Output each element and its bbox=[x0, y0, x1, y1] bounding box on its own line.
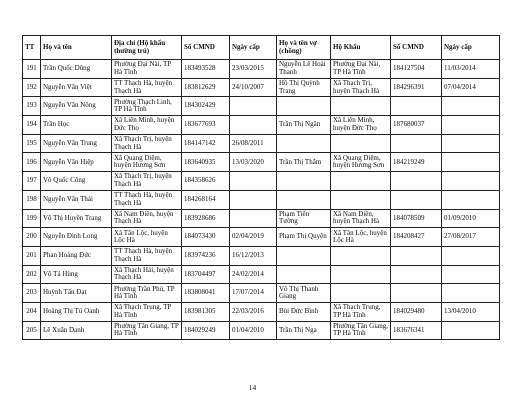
id-number-cell: 183808041 bbox=[182, 284, 230, 303]
id-number-cell: 183640935 bbox=[182, 153, 230, 172]
address-cell: TT Thạch Hà, huyện Thạch Hà bbox=[112, 246, 182, 265]
address-cell: TT Thạch Hà, huyện Thạch Hà bbox=[112, 78, 182, 97]
row-number-cell: 194 bbox=[23, 116, 41, 135]
table-row bbox=[23, 265, 500, 284]
person-name-cell: Nguyễn Văn Thái bbox=[41, 190, 112, 209]
spouse-address-cell bbox=[331, 190, 391, 209]
id-number-cell: 184358626 bbox=[182, 172, 230, 191]
row-number-cell: 200 bbox=[23, 228, 41, 247]
spouse-name-cell: Hồ Thị Quỳnh Trang bbox=[277, 78, 331, 97]
table-row bbox=[23, 246, 500, 265]
id-number-cell: 184302429 bbox=[182, 97, 230, 116]
spouse-issue-date-cell bbox=[442, 190, 500, 209]
table-row bbox=[23, 60, 500, 79]
issue-date-cell: 17/07/2014 bbox=[230, 284, 277, 303]
table-row bbox=[23, 153, 500, 172]
spouse-issue-date-cell bbox=[442, 153, 500, 172]
table-row bbox=[23, 78, 500, 97]
spouse-issue-date-cell bbox=[442, 172, 500, 191]
address-cell: Phường Đại Nài, TP Hà Tĩnh bbox=[112, 60, 182, 79]
issue-date-cell bbox=[230, 172, 277, 191]
issue-date-cell: 24/02/2014 bbox=[230, 265, 277, 284]
address-cell: Xã Thạch Trị, huyện Thạch Hà bbox=[112, 134, 182, 153]
id-number-cell: 184073430 bbox=[182, 228, 230, 247]
issue-date-cell bbox=[230, 97, 277, 116]
person-name-cell: Huỳnh Tấn Đạt bbox=[41, 284, 112, 303]
id-number-cell: 184268164 bbox=[182, 190, 230, 209]
person-name-cell: Trần Học bbox=[41, 116, 112, 135]
spouse-name-cell bbox=[277, 134, 331, 153]
table-row bbox=[23, 134, 500, 153]
row-number-cell: 193 bbox=[23, 97, 41, 116]
spouse-id-number-cell: 187680037 bbox=[391, 116, 442, 135]
table-row bbox=[23, 284, 500, 303]
id-number-cell: 183493528 bbox=[182, 60, 230, 79]
spouse-address-cell: Xã Quang Diệm, huyện Hương Sơn bbox=[331, 153, 391, 172]
table-row bbox=[23, 302, 500, 321]
spouse-issue-date-cell: 11/03/2014 bbox=[442, 60, 500, 79]
spouse-name-cell bbox=[277, 97, 331, 116]
spouse-id-number-cell bbox=[391, 265, 442, 284]
address-cell: Xã Thạch Hải, huyện Thạch Hà bbox=[112, 265, 182, 284]
header-id-number: Số CMND bbox=[182, 36, 230, 60]
id-number-cell: 183928686 bbox=[182, 209, 230, 228]
person-name-cell: Nguyễn Văn Hiệp bbox=[41, 153, 112, 172]
spouse-id-number-cell bbox=[391, 190, 442, 209]
spouse-issue-date-cell bbox=[442, 116, 500, 135]
spouse-id-number-cell: 184296391 bbox=[391, 78, 442, 97]
row-number-cell: 205 bbox=[23, 321, 41, 340]
address-cell: Xã Liên Minh, huyện Đức Thọ bbox=[112, 116, 182, 135]
row-number-cell: 191 bbox=[23, 60, 41, 79]
header-spouse-id-number: Số CMND bbox=[391, 36, 442, 60]
spouse-id-number-cell: 184078509 bbox=[391, 209, 442, 228]
header-spouse-name: Họ và tên vợ (chồng) bbox=[277, 36, 331, 60]
spouse-issue-date-cell bbox=[442, 134, 500, 153]
spouse-name-cell bbox=[277, 190, 331, 209]
spouse-issue-date-cell bbox=[442, 97, 500, 116]
row-number-cell: 198 bbox=[23, 190, 41, 209]
row-number-cell: 197 bbox=[23, 172, 41, 191]
issue-date-cell bbox=[230, 190, 277, 209]
row-number-cell: 195 bbox=[23, 134, 41, 153]
spouse-name-cell: Trần Thị Ngân bbox=[277, 116, 331, 135]
header-issue-date: Ngày cấp bbox=[230, 36, 277, 60]
issue-date-cell bbox=[230, 209, 277, 228]
spouse-name-cell: Bùi Đức Bình bbox=[277, 302, 331, 321]
table-row bbox=[23, 190, 500, 209]
address-cell: Xã Nam Điền, huyện Thạch Hà bbox=[112, 209, 182, 228]
spouse-address-cell: Xã Nam Điền, huyện Thạch Hà bbox=[331, 209, 391, 228]
table-body bbox=[23, 60, 500, 340]
page-number: 14 bbox=[248, 383, 257, 392]
person-name-cell: Nguyễn Đình Long bbox=[41, 228, 112, 247]
person-name-cell: Võ Tá Hùng bbox=[41, 265, 112, 284]
spouse-address-cell bbox=[331, 246, 391, 265]
header-spouse-address: Hộ Khẩu bbox=[331, 36, 391, 60]
id-number-cell: 183974236 bbox=[182, 246, 230, 265]
spouse-id-number-cell: 184219249 bbox=[391, 153, 442, 172]
table-row bbox=[23, 172, 500, 191]
address-cell: Phường Tân Giang, TP Hà Tĩnh bbox=[112, 321, 182, 340]
spouse-address-cell: Phường Đại Nài, TP Hà Tĩnh bbox=[331, 60, 391, 79]
id-number-cell: 183704497 bbox=[182, 265, 230, 284]
spouse-id-number-cell bbox=[391, 134, 442, 153]
person-name-cell: Hoàng Thị Tú Oanh bbox=[41, 302, 112, 321]
issue-date-cell: 16/12/2013 bbox=[230, 246, 277, 265]
spouse-id-number-cell: 183676341 bbox=[391, 321, 442, 340]
header-address: Địa chỉ (Hộ khẩu thường trú) bbox=[112, 36, 182, 60]
spouse-address-cell: Xã Thạch Trị, huyện Thạch Hà bbox=[331, 78, 391, 97]
row-number-cell: 192 bbox=[23, 78, 41, 97]
address-cell: Xã Thạch Trị, huyện Thạch Hà bbox=[112, 172, 182, 191]
issue-date-cell: 13/03/2020 bbox=[230, 153, 277, 172]
spouse-address-cell: Xã Thạch Trung, TP Hà Tĩnh bbox=[331, 302, 391, 321]
spouse-name-cell: Phạm Thị Quyên bbox=[277, 228, 331, 247]
spouse-id-number-cell bbox=[391, 246, 442, 265]
person-name-cell: Võ Quốc Công bbox=[41, 172, 112, 191]
address-cell: Xã Thạch Trung, TP Hà Tĩnh bbox=[112, 302, 182, 321]
address-cell: Xã Tân Lộc, huyện Lộc Hà bbox=[112, 228, 182, 247]
spouse-name-cell bbox=[277, 246, 331, 265]
spouse-issue-date-cell: 01/09/2010 bbox=[442, 209, 500, 228]
address-cell: Phường Thạch Linh, TP Hà Tĩnh bbox=[112, 97, 182, 116]
address-cell: Xã Quang Diệm, huyện Hương Sơn bbox=[112, 153, 182, 172]
spouse-id-number-cell: 184029480 bbox=[391, 302, 442, 321]
spouse-issue-date-cell bbox=[442, 321, 500, 340]
person-name-cell: Nguyễn Văn Trung bbox=[41, 134, 112, 153]
table-row bbox=[23, 321, 500, 340]
header-row bbox=[23, 36, 500, 60]
spouse-name-cell: Trần Thị Nga bbox=[277, 321, 331, 340]
spouse-name-cell: Võ Thị Thanh Giang bbox=[277, 284, 331, 303]
spouse-issue-date-cell bbox=[442, 284, 500, 303]
header-name: Họ và tên bbox=[41, 36, 112, 60]
person-name-cell: Nguyễn Văn Nông bbox=[41, 97, 112, 116]
row-number-cell: 196 bbox=[23, 153, 41, 172]
address-cell: TT Thạch Hà, huyện Thạch Hà bbox=[112, 190, 182, 209]
row-number-cell: 202 bbox=[23, 265, 41, 284]
spouse-id-number-cell: 184208427 bbox=[391, 228, 442, 247]
table-row bbox=[23, 209, 500, 228]
id-number-cell: 184029249 bbox=[182, 321, 230, 340]
id-number-cell: 183981305 bbox=[182, 302, 230, 321]
spouse-id-number-cell bbox=[391, 97, 442, 116]
header-tt: TT bbox=[23, 36, 41, 60]
table-row bbox=[23, 97, 500, 116]
table-row bbox=[23, 228, 500, 247]
spouse-name-cell: Trần Thị Thắm bbox=[277, 153, 331, 172]
id-number-cell: 184147142 bbox=[182, 134, 230, 153]
spouse-name-cell: Phạm Tiến Tường bbox=[277, 209, 331, 228]
row-number-cell: 201 bbox=[23, 246, 41, 265]
issue-date-cell: 02/04/2019 bbox=[230, 228, 277, 247]
spouse-issue-date-cell bbox=[442, 246, 500, 265]
spouse-address-cell bbox=[331, 265, 391, 284]
id-number-cell: 183677693 bbox=[182, 116, 230, 135]
issue-date-cell bbox=[230, 116, 277, 135]
spouse-issue-date-cell: 27/08/2017 bbox=[442, 228, 500, 247]
spouse-id-number-cell: 184127504 bbox=[391, 60, 442, 79]
spouse-id-number-cell bbox=[391, 284, 442, 303]
issue-date-cell: 01/04/2010 bbox=[230, 321, 277, 340]
row-number-cell: 204 bbox=[23, 302, 41, 321]
spouse-name-cell: Nguyễn Lê Hoài Thanh bbox=[277, 60, 331, 79]
spouse-name-cell bbox=[277, 172, 331, 191]
person-name-cell: Trần Quốc Dũng bbox=[41, 60, 112, 79]
spouse-address-cell: Xã Liên Minh, huyện Đức Thọ bbox=[331, 116, 391, 135]
spouse-address-cell bbox=[331, 284, 391, 303]
person-name-cell: Lê Xuân Danh bbox=[41, 321, 112, 340]
spouse-address-cell bbox=[331, 134, 391, 153]
issue-date-cell: 26/08/2011 bbox=[230, 134, 277, 153]
person-name-cell: Phan Hoàng Đức bbox=[41, 246, 112, 265]
row-number-cell: 203 bbox=[23, 284, 41, 303]
spouse-issue-date-cell: 13/04/2010 bbox=[442, 302, 500, 321]
spouse-issue-date-cell bbox=[442, 265, 500, 284]
issue-date-cell: 22/03/2016 bbox=[230, 302, 277, 321]
people-table bbox=[22, 35, 500, 340]
spouse-address-cell: Phường Tân Giang, TP Hà Tĩnh bbox=[331, 321, 391, 340]
spouse-address-cell: Xã Tân Lộc, huyện Lộc Hà bbox=[331, 228, 391, 247]
row-number-cell: 199 bbox=[23, 209, 41, 228]
spouse-name-cell bbox=[277, 265, 331, 284]
id-number-cell: 183812629 bbox=[182, 78, 230, 97]
person-name-cell: Nguyễn Văn Việt bbox=[41, 78, 112, 97]
issue-date-cell: 23/03/2015 bbox=[230, 60, 277, 79]
spouse-id-number-cell bbox=[391, 172, 442, 191]
person-name-cell: Võ Thị Huyền Trang bbox=[41, 209, 112, 228]
header-spouse-issue-date: Ngày cấp bbox=[442, 36, 500, 60]
issue-date-cell: 24/10/2007 bbox=[230, 78, 277, 97]
spouse-issue-date-cell: 07/04/2014 bbox=[442, 78, 500, 97]
address-cell: Phường Trần Phú, TP Hà Tĩnh bbox=[112, 284, 182, 303]
spouse-address-cell bbox=[331, 172, 391, 191]
table-row bbox=[23, 116, 500, 135]
spouse-address-cell bbox=[331, 97, 391, 116]
